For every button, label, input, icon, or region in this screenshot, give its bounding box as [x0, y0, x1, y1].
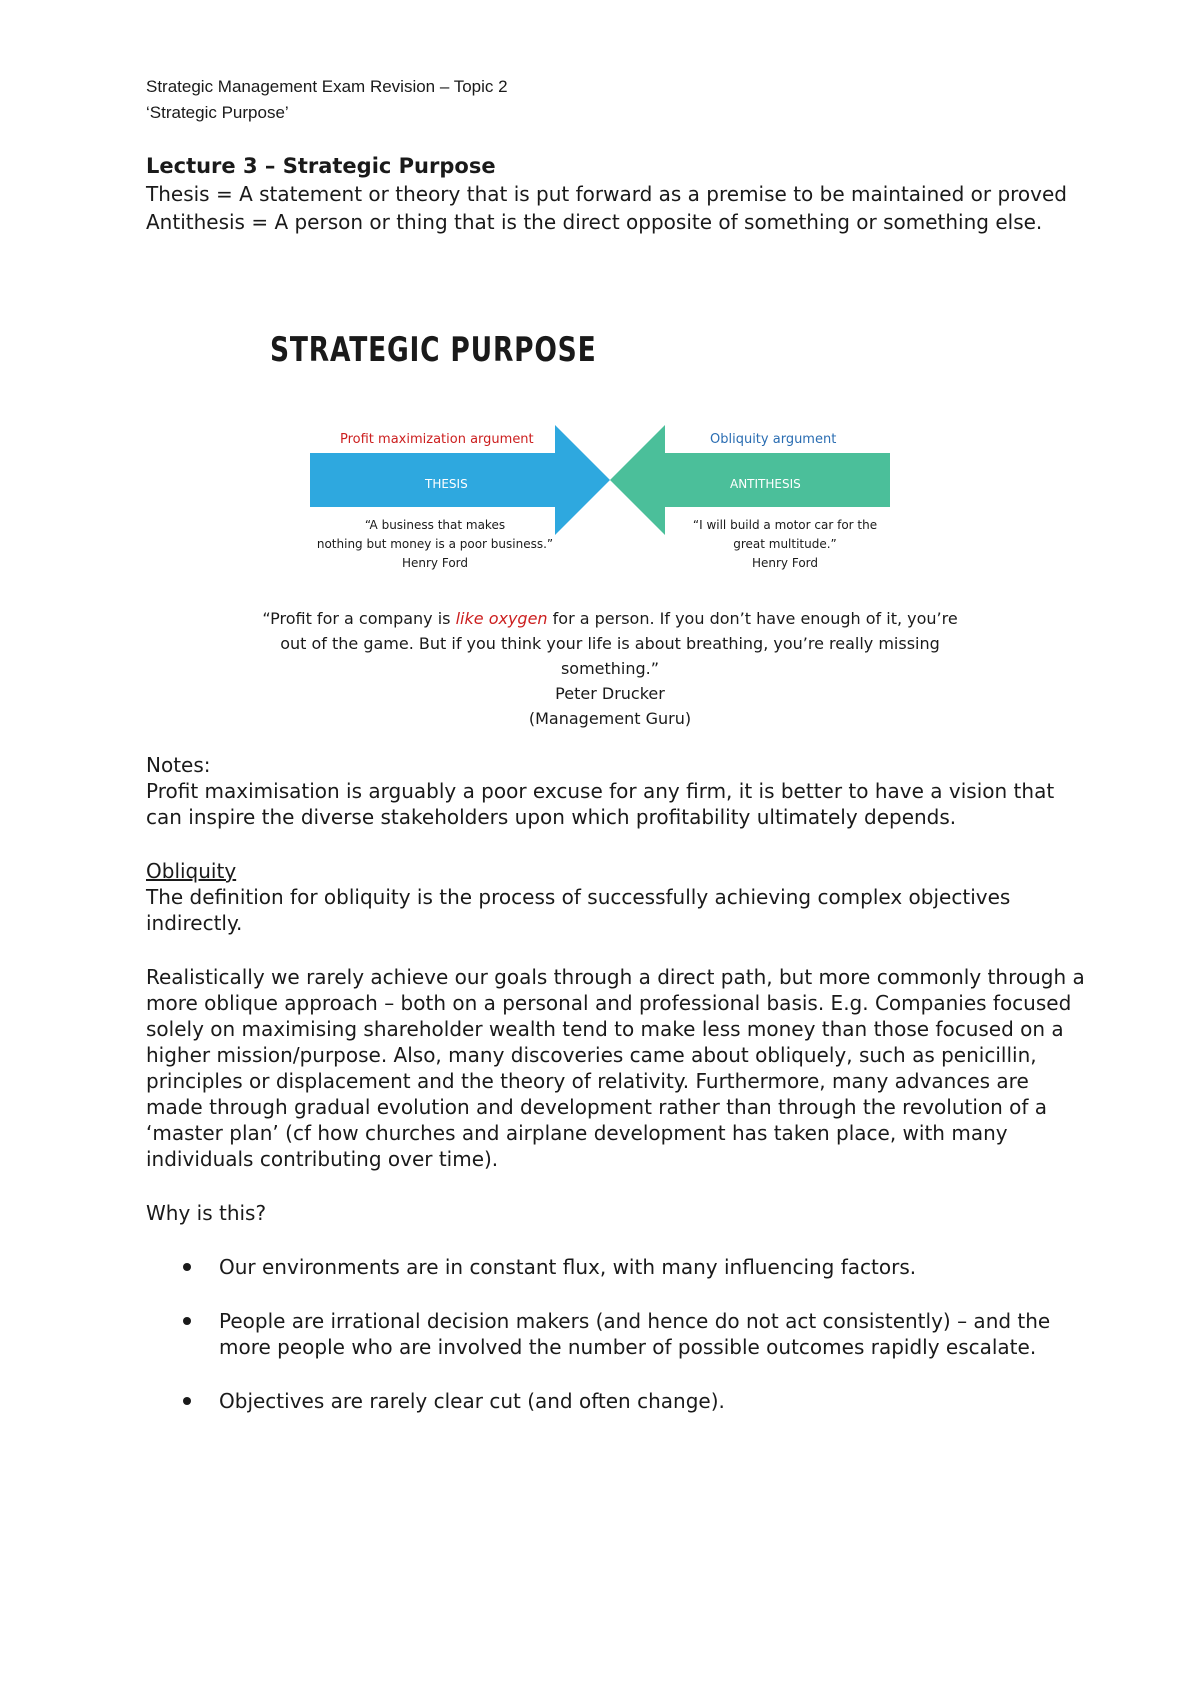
intro-section: [146, 152, 1086, 236]
lecture-heading: Lecture 3 – Strategic Purpose: [146, 154, 496, 178]
drucker-quote-part1: “Profit for a company is: [262, 609, 456, 628]
thesis-quote-author: Henry Ford: [401, 556, 469, 570]
notes-text: Profit maximisation is arguably a poor excuse for any firm, it is better to have a vision that can inspire the diverse stakeholders upon which profitability ultimately depends.: [146, 779, 1055, 829]
antithesis-quote-author: Henry Ford: [751, 556, 819, 570]
obliquity-definition: The definition for obliquity is the process of successfully achieving complex objectives indirectly.: [146, 885, 1011, 935]
bullet-icon: [183, 1317, 191, 1325]
list-item: [146, 1254, 1086, 1280]
antithesis-quote: [665, 516, 905, 573]
header-subtitle: ‘Strategic Purpose’: [146, 103, 289, 122]
drucker-quote-line3: something.”: [560, 659, 660, 678]
reasons-list: [146, 1254, 1086, 1414]
list-item-text: Objectives are rarely clear cut (and often change).: [219, 1389, 725, 1413]
why-question: Why is this?: [146, 1201, 267, 1225]
bullet-icon: [183, 1397, 191, 1405]
list-item: [146, 1388, 1086, 1414]
obliquity-argument-label: Obliquity argument: [710, 432, 837, 447]
drucker-quote-author: Peter Drucker: [555, 684, 665, 703]
notes-section: [146, 752, 1086, 1442]
obliquity-heading: Obliquity: [146, 859, 237, 883]
profit-maximization-label: Profit maximization argument: [340, 432, 534, 447]
figure-title: STRATEGIC PURPOSE: [270, 330, 597, 370]
header-title: Strategic Management Exam Revision – Topic 2: [146, 77, 508, 96]
document-header: [146, 74, 508, 126]
drucker-quote-part2: for a person. If you don’t have enough of it, you’re: [547, 609, 958, 628]
list-item: [146, 1308, 1086, 1360]
thesis-definition: Thesis = A statement or theory that is put forward as a premise to be maintained or proved: [146, 182, 1068, 206]
drucker-quote: [250, 606, 970, 731]
thesis-quote-line1: “A business that makes: [364, 518, 506, 532]
antithesis-quote-line1: “I will build a motor car for the: [692, 518, 878, 532]
list-item-text: People are irrational decision makers (and hence do not act consistently) – and the more people who are involved the number of possible outcomes rapidly escalate.: [219, 1309, 1051, 1359]
notes-label: Notes:: [146, 753, 211, 777]
bullet-icon: [183, 1263, 191, 1271]
drucker-quote-highlight: like oxygen: [455, 609, 548, 628]
drucker-quote-line1: [250, 606, 970, 631]
strategic-purpose-figure: [250, 330, 970, 740]
antithesis-arrow-label: ANTITHESIS: [730, 477, 801, 491]
drucker-quote-line2: out of the game. But if you think your life is about breathing, you’re really missing: [280, 634, 940, 653]
antithesis-quote-line2: great multitude.”: [733, 537, 837, 551]
thesis-arrow-label: THESIS: [425, 477, 468, 491]
thesis-quote-line2: nothing but money is a poor business.”: [316, 537, 554, 551]
thesis-quote: [310, 516, 560, 573]
drucker-quote-role: (Management Guru): [528, 709, 692, 728]
list-item-text: Our environments are in constant flux, with many influencing factors.: [219, 1255, 917, 1279]
antithesis-definition: Antithesis = A person or thing that is the direct opposite of something or something else.: [146, 210, 1043, 234]
obliquity-paragraph: Realistically we rarely achieve our goals through a direct path, but more commonly through a more oblique approach – both on a personal and professional basis. E.g. Companies focused solely on maximising shareholder wealth tend to make less money than those focused on a higher mission/purpose. Also, many discoveries came about obliquely, such as penicillin, principles or displacement and the theory of relativity. Furthermore, many advances are made through gradual evolution and development rather than through the revolution of a ‘master plan’ (cf how churches and airplane development has taken place, with many individuals contributing over time).: [146, 965, 1085, 1171]
